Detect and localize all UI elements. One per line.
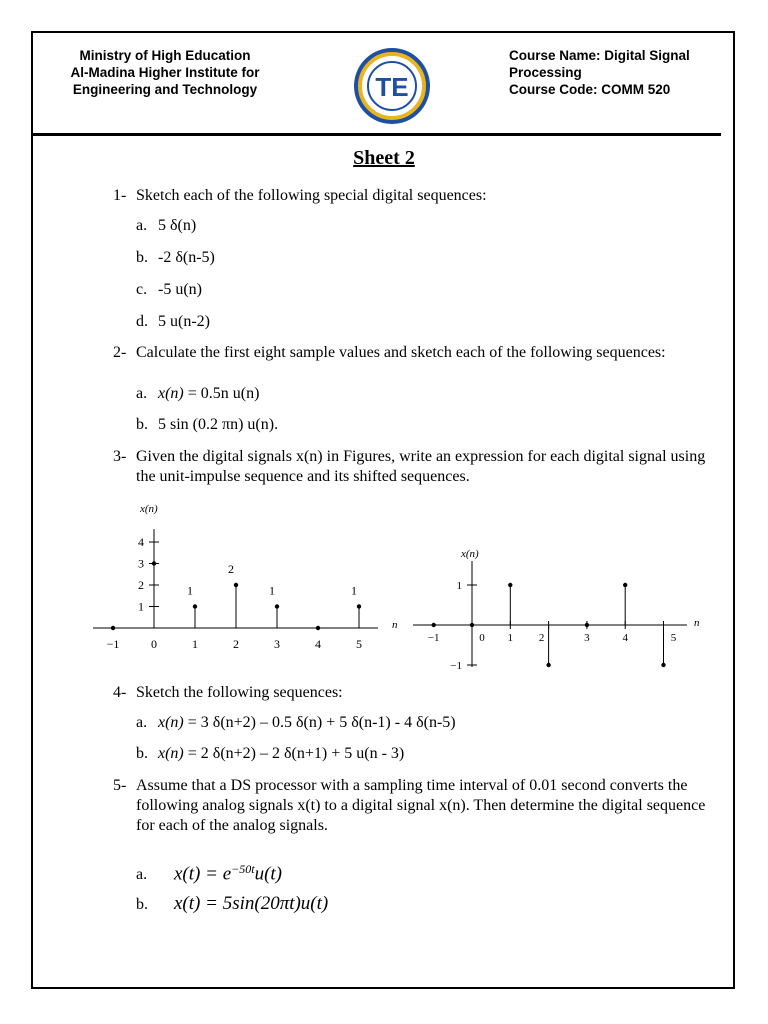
y-tick-label: 1 (456, 580, 462, 592)
question-text: Sketch each of the following special digital sequences: (136, 187, 487, 204)
item-text: 5 δ(n) (158, 217, 197, 234)
x-tick-label: 0 (479, 632, 485, 644)
q5-item-a (136, 859, 282, 885)
question-number: 4- (113, 684, 127, 701)
item-label: b. (136, 745, 148, 762)
ministry-line: Ministry of High Education (79, 48, 251, 63)
y-tick-label: 4 (138, 535, 144, 549)
question-text: Calculate the first eight sample values and sketch each of the following sequences: (136, 344, 666, 361)
x-tick-label: 3 (274, 637, 280, 651)
x-tick-label: 4 (622, 632, 628, 644)
q4-item-a (136, 713, 456, 733)
x-tick-label: 2 (233, 637, 239, 651)
item-text: -2 δ(n-5) (158, 249, 215, 266)
x-tick-label: 1 (507, 632, 514, 644)
x-tick-label: −1 (427, 632, 440, 644)
item-equation-lhs: x(t) = e (174, 863, 232, 885)
sample-point (623, 583, 627, 587)
sheet-title: Sheet 2 (353, 147, 415, 169)
item-equation: x(t) = 5sin(20πt)u(t) (174, 893, 329, 914)
sample-point (546, 663, 550, 667)
y-axis-label: x(n) (140, 503, 158, 515)
data-label: 1 (187, 583, 193, 598)
question-1 (113, 186, 713, 206)
institute-logo (352, 46, 432, 126)
data-label: 2 (228, 562, 234, 576)
q5-item-b (136, 894, 328, 915)
sample-point (357, 604, 361, 608)
sample-point (275, 604, 279, 608)
sample-point (661, 663, 665, 667)
question-number: 1- (113, 187, 127, 204)
course-code: Course Code: COMM 520 (509, 82, 671, 97)
y-tick-label: 3 (138, 556, 144, 571)
question-number: 5- (113, 777, 127, 794)
sample-point (508, 583, 512, 587)
x-axis-label: n (392, 619, 398, 631)
x-axis-label: n (694, 617, 700, 629)
item-text: = 2 δ(n+2) – 2 δ(n+1) + 5 u(n - 3) (183, 745, 405, 762)
question-text: Assume that a DS processor with a sampling time interval of 0.01 second converts the following analog signals x(t) to a digital signal x(n). Then determine the digital sequence for each of the analog signals. (136, 777, 706, 834)
item-label: a. (136, 866, 148, 884)
q1-item-c (136, 280, 202, 300)
item-label: b. (136, 416, 148, 433)
sample-point (111, 626, 115, 630)
y-tick-label: 2 (138, 578, 144, 592)
question-text: Sketch the following sequences: (136, 684, 343, 701)
item-equation-exponent: −50t (231, 862, 255, 876)
x-tick-label: 0 (151, 637, 157, 651)
item-var: x(n) (158, 385, 184, 402)
q2-item-a (136, 384, 259, 404)
sample-point (193, 604, 197, 608)
sample-point (316, 626, 320, 630)
x-tick-label: 2 (538, 632, 545, 644)
faculty-line: Engineering and Technology (72, 82, 258, 97)
x-tick-label: 1 (192, 637, 198, 651)
x-tick-label: 4 (315, 637, 321, 651)
sample-point (585, 623, 589, 627)
item-var: x(n) (158, 714, 184, 731)
question-3 (113, 447, 713, 487)
figure-2-stem-plot (405, 540, 715, 675)
sample-point (432, 623, 436, 627)
x-tick-label: 3 (584, 632, 590, 644)
item-label: d. (136, 313, 148, 330)
course-header (509, 47, 729, 98)
item-label: b. (136, 896, 148, 913)
item-label: c. (136, 281, 148, 298)
x-tick-label: 5 (670, 632, 677, 644)
sample-point (234, 583, 238, 587)
item-text: -5 u(n) (158, 281, 202, 298)
q4-item-b (136, 744, 404, 764)
item-text: 5 sin (0.2 πn) u(n). (158, 416, 279, 433)
x-tick-label: −1 (106, 637, 120, 651)
y-tick-label: 1 (138, 599, 144, 614)
item-equation-rhs: u(t) (254, 863, 282, 885)
item-label: a. (136, 385, 148, 402)
data-label: 1 (351, 583, 357, 598)
y-tick-label: −1 (450, 660, 462, 672)
item-label: a. (136, 217, 148, 234)
item-label: a. (136, 714, 148, 731)
sample-point (470, 623, 474, 627)
course-name-line-2: Processing (509, 65, 582, 80)
question-4 (113, 683, 713, 703)
q2-item-b (136, 415, 278, 435)
q1-item-d (136, 312, 210, 332)
figure-1-stem-plot (88, 495, 408, 660)
logo-text: TE (375, 72, 409, 102)
item-var: x(n) (158, 745, 184, 762)
question-5 (113, 776, 713, 836)
item-text: 5 u(n-2) (158, 313, 210, 330)
question-text: Given the digital signals x(n) in Figures, write an expression for each digital signal using the unit-impulse sequence and its shifted sequences. (136, 448, 706, 485)
question-number: 3- (113, 448, 127, 465)
question-number: 2- (113, 344, 127, 361)
q1-item-a (136, 216, 196, 236)
sample-point (152, 561, 156, 565)
q1-item-b (136, 248, 215, 268)
item-text: = 0.5n u(n) (183, 385, 260, 402)
data-label: 1 (269, 583, 275, 598)
x-tick-label: 5 (356, 637, 362, 651)
item-text: = 3 δ(n+2) – 0.5 δ(n) + 5 δ(n-1) - 4 δ(n-5) (183, 714, 456, 731)
course-name-line-1: Course Name: Digital Signal (509, 48, 690, 63)
header-divider (33, 133, 721, 136)
question-2 (113, 343, 713, 363)
y-axis-label: x(n) (461, 548, 479, 560)
institution-header (50, 47, 280, 98)
item-label: b. (136, 249, 148, 266)
institute-line: Al-Madina Higher Institute for (70, 65, 260, 80)
